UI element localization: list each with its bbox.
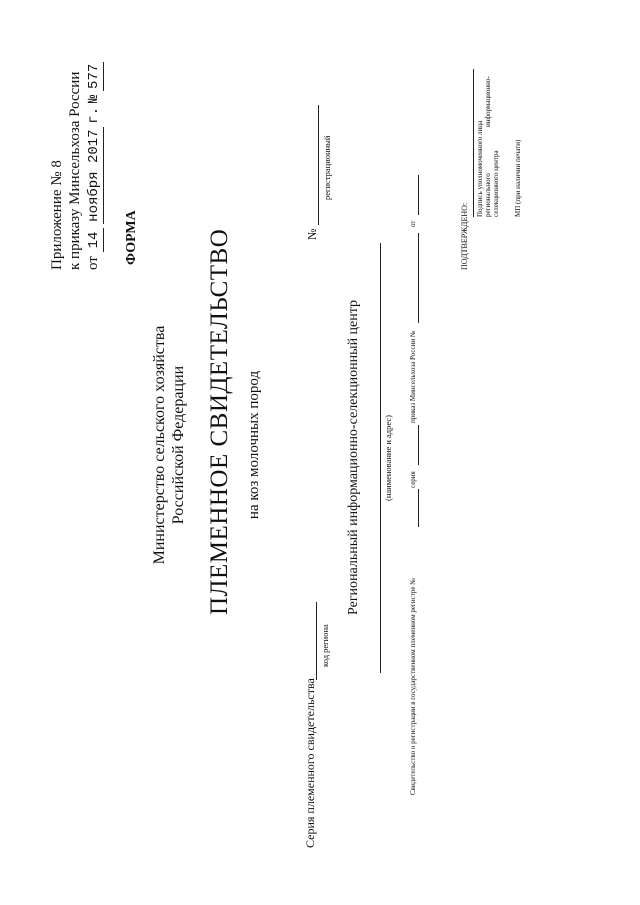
registration-from-label: от <box>409 220 417 227</box>
date-day: 14 <box>85 228 104 253</box>
series-label: Серия племенного свидетельства <box>303 678 317 848</box>
confirmed-label: ПОДТВЕРЖДЕНО: <box>460 202 469 270</box>
order-number: 577 <box>86 63 102 89</box>
registration-number-sign: № <box>305 228 319 240</box>
ministry-name <box>150 305 188 585</box>
stamp-caption: МП (при наличии печати) <box>514 139 522 217</box>
regional-center-name: Региональный информационно-селекционный центр <box>346 299 361 615</box>
registration-caption: регистрационный <box>322 135 332 200</box>
registration-order-label: приказ Минсельхоза России № <box>409 330 417 423</box>
ministry-line-1: Министерство сельского хозяйства <box>151 325 168 565</box>
ministry-line-2: Российской Федерации <box>170 365 187 525</box>
signature-line <box>473 69 474 217</box>
signature-caption-2a: регионального <box>484 173 492 217</box>
signature-caption-1: Подпись уполномоченного лица <box>476 120 484 217</box>
certificate-subtitle: на коз молочных пород <box>246 370 262 520</box>
registration-series-label: серия <box>409 471 417 488</box>
center-address-caption: (наименование и адрес) <box>383 415 393 501</box>
registration-order-blank <box>418 233 419 323</box>
region-code-caption: код региона <box>320 624 330 667</box>
region-code-line <box>316 602 317 680</box>
date-month-year: ноября 2017 <box>86 129 102 222</box>
appendix-title: Приложение № 8 <box>49 160 65 270</box>
center-address-line <box>380 243 381 673</box>
registration-date-blank <box>418 175 419 215</box>
registration-number-line <box>318 105 319 225</box>
registration-series-blank <box>418 425 419 465</box>
form-label: ФОРМА <box>124 210 139 265</box>
date-suffix: г. <box>86 106 102 124</box>
certificate-title: ПЛЕМЕННОЕ СВИДЕТЕЛЬСТВО <box>206 228 233 615</box>
order-reference: к приказу Минсельхоза России <box>67 71 83 270</box>
registration-text: Свидетельство о регистрации в государственном племенном регистре № <box>409 578 417 795</box>
date-prefix: от <box>85 256 101 270</box>
registration-number-blank <box>418 489 419 527</box>
number-prefix: № <box>86 94 102 104</box>
signature-caption-2b: информационно- <box>484 76 492 127</box>
signature-caption-3: селекционного центра <box>492 150 500 217</box>
order-date-line <box>84 62 104 270</box>
